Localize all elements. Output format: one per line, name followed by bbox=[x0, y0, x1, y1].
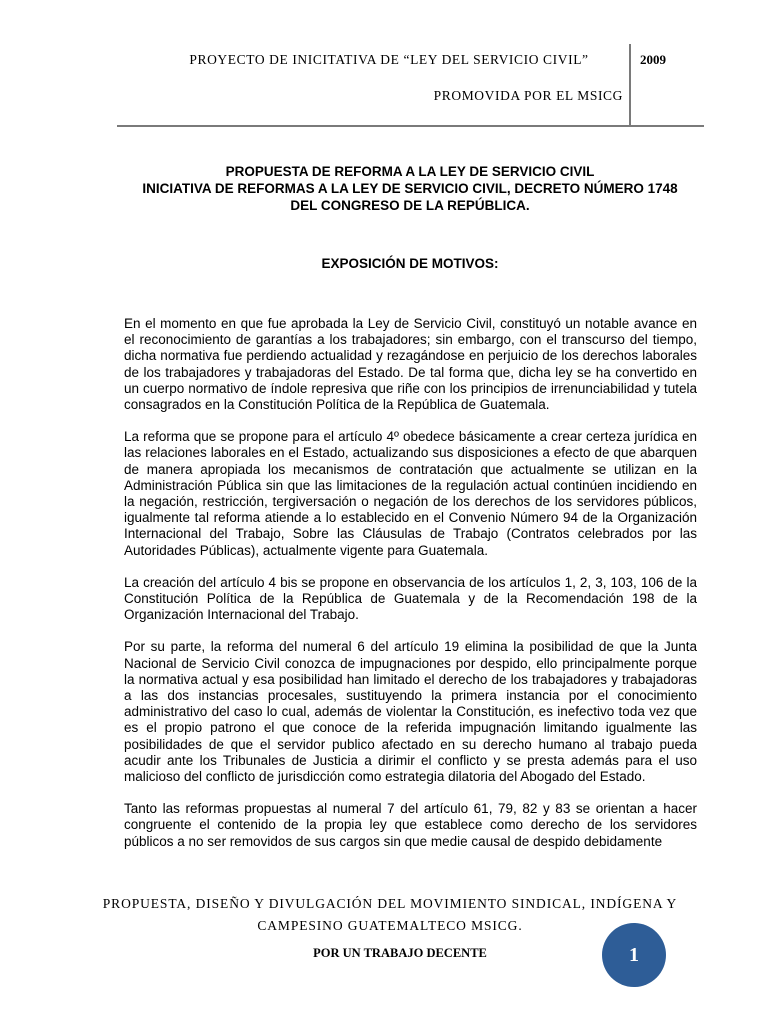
header-horizontal-divider bbox=[117, 125, 704, 127]
title-line-1: PROPUESTA DE REFORMA A LA LEY DE SERVICIO CIVIL bbox=[225, 164, 595, 179]
header-title: PROYECTO DE INICITATIVA DE “LEY DEL SERVICIO CIVIL” bbox=[189, 52, 589, 67]
document-title bbox=[120, 163, 700, 214]
paragraph: Por su parte, la reforma del numeral 6 del artículo 19 elimina la posibilidad de que la Junta Nacional de Servicio Civil conozca de impugnaciones por despido, ello principalmente porque la normativa actual y esa posibilidad han limitado el derecho de los trabajadores y trabajadoras a las dos instancias procesales, sustituyendo la primera instancia por el conocimiento administrativo del caso lo cual, además de violentar la Constitución, es inefectivo toda vez que es el propio patrono el que conoce de la referida impugnación limitando igualmente las posibilidades de que el servidor publico afectado en su derecho humano al trabajo pueda acudir ante los Tribunales de Justicia a dirimir el conflicto y se presta además para el uso malicioso del conflicto de jurisdicción como estrategia dilatoria del Abogado del Estado. bbox=[124, 639, 697, 785]
footer-slogan: POR UN TRABAJO DECENTE bbox=[313, 946, 487, 960]
title-line-3: DEL CONGRESO DE LA REPÚBLICA. bbox=[290, 198, 530, 213]
footer-line-1: PROPUESTA, DISEÑO Y DIVULGACIÓN DEL MOVIMIENTO SINDICAL, INDÍGENA Y bbox=[102, 896, 678, 911]
paragraph: La creación del artículo 4 bis se propone en observancia de los artículos 1, 2, 3, 103, 106 de la Constitución Política de la República de Guatemala y de la Recomendación 198 de la Organización Internacional del Trabajo. bbox=[124, 574, 697, 623]
page-number-badge bbox=[602, 923, 666, 987]
paragraph: En el momento en que fue aprobada la Ley de Servicio Civil, constituyó un notable avance en el reconocimiento de garantías a los trabajadores; sin embargo, con el transcurso del tiempo, dicha normativa fue perdiendo actualidad y rezagándose en perjuicio de los derechos laborales de los trabajadores y trabajadoras del Estado. De tal forma que, dicha ley se ha convertido en un cuerpo normativo de índole represiva que riñe con los principios de irrenunciabilidad y tutela consagrados en la Constitución Política de la República de Guatemala. bbox=[124, 316, 697, 413]
section-heading: EXPOSICIÓN DE MOTIVOS: bbox=[321, 256, 499, 271]
document-body bbox=[124, 316, 697, 889]
title-line-2: INICIATIVA DE REFORMAS A LA LEY DE SERVICIO CIVIL, DECRETO NÚMERO 1748 bbox=[142, 181, 678, 196]
page-footer bbox=[90, 893, 690, 937]
header-subtitle: PROMOVIDA POR EL MSICG bbox=[433, 88, 623, 103]
footer-line-2: CAMPESINO GUATEMALTECO MSICG. bbox=[257, 918, 523, 933]
page-number: 1 bbox=[629, 943, 639, 966]
paragraph: Tanto las reformas propuestas al numeral 7 del artículo 61, 79, 82 y 83 se orientan a hacer congruente el contenido de la propia ley que establece como derecho de los servidores públicos a no ser removidos de sus cargos sin que medie causal de despido debidamente bbox=[124, 801, 697, 849]
paragraph: La reforma que se propone para el artículo 4º obedece básicamente a crear certeza jurídica en las relaciones laborales en el Estado, actualizando sus disposiciones a efecto de que abarquen de manera apropiada los mecanismos de contratación que actualmente se utilizan en la Administración Pública sin que las limitaciones de la regulación actual continúen incidiendo en la negación, restricción, tergiversación o negación de los derechos de los servidores públicos, igualmente tal reforma atiende a lo establecido en el Convenio Número 94 de la Organización Internacional del Trabajo, Sobre las Cláusulas de Trabajo (Contratos celebrados por las Autoridades Públicas), actualmente vigente para Guatemala. bbox=[124, 429, 697, 558]
header-year: 2009 bbox=[640, 52, 666, 67]
header-vertical-divider bbox=[629, 44, 631, 126]
